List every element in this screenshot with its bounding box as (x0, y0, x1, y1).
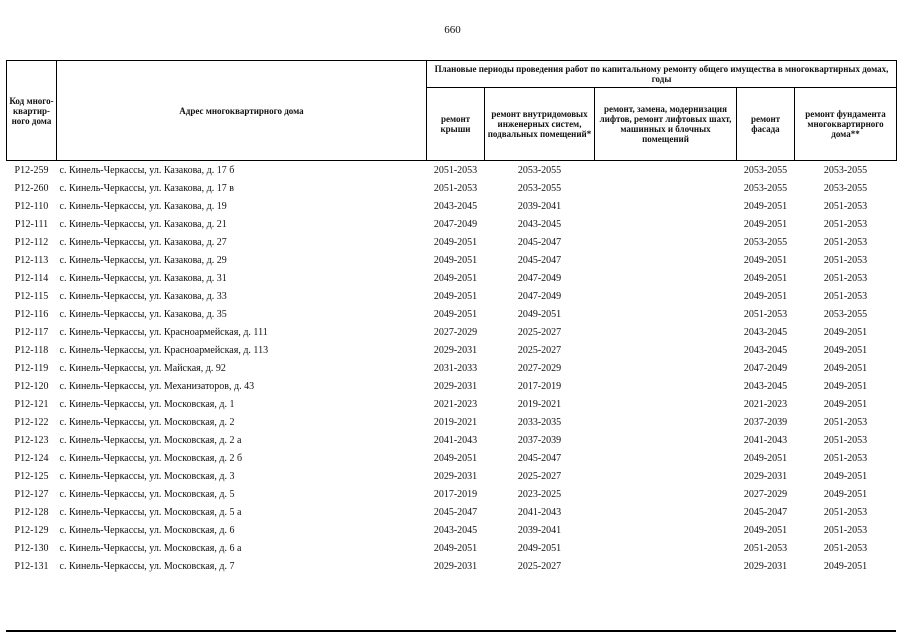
cell-code: P12-111 (14, 218, 49, 230)
cell-code: P12-129 (14, 524, 49, 536)
cell-facade: 2027-2029 (743, 488, 788, 500)
cell-lifts (595, 197, 737, 215)
cell-foundation: 2049-2051 (823, 398, 868, 410)
cell-facade: 2053-2055 (743, 182, 788, 194)
cell-code: P12-115 (14, 290, 49, 302)
cell-address: с. Кинель-Черкассы, ул. Московская, д. 6 (59, 524, 235, 536)
cell-foundation: 2051-2053 (823, 542, 868, 554)
cell-address: с. Кинель-Черкассы, ул. Красноармейская, д. 111 (59, 326, 268, 338)
cell-address: с. Кинель-Черкассы, ул. Московская, д. 2 а (59, 434, 242, 446)
cell-lifts (595, 413, 737, 431)
cell-roof: 2021-2023 (433, 398, 478, 410)
cell-systems: 2025-2027 (517, 344, 562, 356)
cell-address: с. Кинель-Черкассы, ул. Московская, д. 2 (59, 416, 235, 428)
cell-roof: 2049-2051 (433, 272, 478, 284)
cell-address: с. Кинель-Черкассы, ул. Московская, д. 5 а (59, 506, 242, 518)
cell-roof: 2029-2031 (433, 560, 478, 572)
cell-code: P12-124 (14, 452, 49, 464)
cell-foundation: 2049-2051 (823, 470, 868, 482)
cell-facade: 2029-2031 (743, 470, 788, 482)
table-row (7, 557, 897, 575)
header-address: Адрес многоквартирного дома (57, 61, 427, 161)
cell-lifts (595, 431, 737, 449)
cell-roof: 2049-2051 (433, 308, 478, 320)
cell-address: с. Кинель-Черкассы, ул. Московская, д. 2 б (59, 452, 243, 464)
table-row (7, 449, 897, 467)
cell-foundation: 2049-2051 (823, 380, 868, 392)
cell-roof: 2041-2043 (433, 434, 478, 446)
cell-code: P12-120 (14, 380, 49, 392)
cell-facade: 2049-2051 (743, 218, 788, 230)
cell-lifts (595, 305, 737, 323)
cell-lifts (595, 269, 737, 287)
cell-systems: 2047-2049 (517, 290, 562, 302)
cell-facade: 2043-2045 (743, 344, 788, 356)
cell-systems: 2045-2047 (517, 254, 562, 266)
table-row (7, 251, 897, 269)
cell-code: P12-118 (14, 344, 49, 356)
cell-facade: 2043-2045 (743, 326, 788, 338)
cell-roof: 2029-2031 (433, 380, 478, 392)
cell-code: P12-116 (14, 308, 49, 320)
cell-systems: 2037-2039 (517, 434, 562, 446)
cell-address: с. Кинель-Черкассы, ул. Казакова, д. 21 (59, 218, 227, 230)
cell-address: с. Кинель-Черкассы, ул. Московская, д. 7 (59, 560, 235, 572)
header-code: Код много-квартир-ного дома (7, 61, 57, 161)
table-row (7, 305, 897, 323)
cell-facade: 2021-2023 (743, 398, 788, 410)
cell-facade: 2047-2049 (743, 362, 788, 374)
cell-lifts (595, 341, 737, 359)
cell-facade: 2049-2051 (743, 452, 788, 464)
table-row (7, 539, 897, 557)
cell-lifts (595, 449, 737, 467)
cell-facade: 2037-2039 (743, 416, 788, 428)
cell-code: P12-260 (14, 182, 49, 194)
cell-code: P12-125 (14, 470, 49, 482)
cell-foundation: 2051-2053 (823, 254, 868, 266)
cell-code: P12-123 (14, 434, 49, 446)
table-row (7, 287, 897, 305)
table-row (7, 503, 897, 521)
table-row (7, 467, 897, 485)
cell-roof: 2047-2049 (433, 218, 478, 230)
cell-systems: 2039-2041 (517, 200, 562, 212)
cell-lifts (595, 395, 737, 413)
table-row (7, 377, 897, 395)
cell-foundation: 2051-2053 (823, 218, 868, 230)
cell-address: с. Кинель-Черкассы, ул. Майская, д. 92 (59, 362, 226, 374)
cell-foundation: 2049-2051 (823, 488, 868, 500)
cell-code: P12-119 (14, 362, 49, 374)
cell-foundation: 2049-2051 (823, 560, 868, 572)
cell-foundation: 2051-2053 (823, 434, 868, 446)
cell-facade: 2049-2051 (743, 272, 788, 284)
cell-facade: 2051-2053 (743, 542, 788, 554)
cell-systems: 2043-2045 (517, 218, 562, 230)
cell-address: с. Кинель-Черкассы, ул. Московская, д. 6 а (59, 542, 242, 554)
cell-roof: 2045-2047 (433, 506, 478, 518)
cell-roof: 2049-2051 (433, 452, 478, 464)
cell-lifts (595, 467, 737, 485)
cell-address: с. Кинель-Черкассы, ул. Казакова, д. 29 (59, 254, 227, 266)
table-row (7, 341, 897, 359)
cell-lifts (595, 161, 737, 180)
cell-roof: 2029-2031 (433, 344, 478, 356)
cell-systems: 2033-2035 (517, 416, 562, 428)
cell-address: с. Кинель-Черкассы, ул. Казакова, д. 27 (59, 236, 227, 248)
cell-foundation: 2053-2055 (823, 308, 868, 320)
table-row (7, 197, 897, 215)
cell-foundation: 2051-2053 (823, 524, 868, 536)
cell-code: P12-113 (14, 254, 49, 266)
cell-foundation: 2051-2053 (823, 272, 868, 284)
header-systems: ремонт внутридомовых инженерных систем, подвальных помещений* (485, 88, 595, 161)
cell-foundation: 2051-2053 (823, 290, 868, 302)
cell-systems: 2039-2041 (517, 524, 562, 536)
cell-systems: 2019-2021 (517, 398, 562, 410)
cell-systems: 2025-2027 (517, 470, 562, 482)
table-row (7, 269, 897, 287)
bottom-divider (6, 630, 896, 632)
cell-address: с. Кинель-Черкассы, ул. Казакова, д. 17 б (59, 164, 235, 176)
table-row (7, 431, 897, 449)
cell-roof: 2027-2029 (433, 326, 478, 338)
cell-roof: 2043-2045 (433, 200, 478, 212)
cell-roof: 2031-2033 (433, 362, 478, 374)
cell-address: с. Кинель-Черкассы, ул. Казакова, д. 19 (59, 200, 227, 212)
table-row (7, 413, 897, 431)
cell-systems: 2025-2027 (517, 326, 562, 338)
cell-address: с. Кинель-Черкассы, ул. Механизаторов, д. 43 (59, 380, 255, 392)
capital-repair-table (6, 60, 897, 575)
header-foundation: ремонт фундамента многоквартирного дома** (795, 88, 897, 161)
cell-lifts (595, 233, 737, 251)
table-body (7, 161, 897, 576)
cell-lifts (595, 359, 737, 377)
cell-systems: 2025-2027 (517, 560, 562, 572)
cell-systems: 2017-2019 (517, 380, 562, 392)
table-row (7, 233, 897, 251)
cell-facade: 2041-2043 (743, 434, 788, 446)
cell-roof: 2049-2051 (433, 236, 478, 248)
cell-roof: 2049-2051 (433, 290, 478, 302)
cell-facade: 2049-2051 (743, 200, 788, 212)
cell-lifts (595, 287, 737, 305)
cell-systems: 2053-2055 (517, 182, 562, 194)
cell-lifts (595, 485, 737, 503)
cell-address: с. Кинель-Черкассы, ул. Казакова, д. 31 (59, 272, 227, 284)
cell-roof: 2043-2045 (433, 524, 478, 536)
cell-lifts (595, 251, 737, 269)
header-roof: ремонт крыши (427, 88, 485, 161)
cell-foundation: 2053-2055 (823, 164, 868, 176)
cell-facade: 2049-2051 (743, 254, 788, 266)
cell-code: P12-127 (14, 488, 49, 500)
cell-address: с. Кинель-Черкассы, ул. Московская, д. 3 (59, 470, 235, 482)
cell-facade: 2053-2055 (743, 164, 788, 176)
table-row (7, 161, 897, 180)
table-row (7, 485, 897, 503)
cell-code: P12-117 (14, 326, 49, 338)
cell-code: P12-114 (14, 272, 49, 284)
cell-code: P12-122 (14, 416, 49, 428)
cell-lifts (595, 521, 737, 539)
cell-systems: 2053-2055 (517, 164, 562, 176)
header-lifts: ремонт, замена, модернизация лифтов, ремонт лифтовых шахт, машинных и блочных помещений (595, 88, 737, 161)
cell-lifts (595, 323, 737, 341)
table-row (7, 215, 897, 233)
cell-roof: 2051-2053 (433, 182, 478, 194)
cell-foundation: 2049-2051 (823, 362, 868, 374)
cell-lifts (595, 539, 737, 557)
table-row (7, 323, 897, 341)
header-facade: ремонт фасада (737, 88, 795, 161)
cell-code: P12-259 (14, 164, 49, 176)
cell-address: с. Кинель-Черкассы, ул. Красноармейская, д. 113 (59, 344, 269, 356)
table-row (7, 179, 897, 197)
table-row (7, 359, 897, 377)
cell-systems: 2041-2043 (517, 506, 562, 518)
cell-address: с. Кинель-Черкассы, ул. Московская, д. 1 (59, 398, 235, 410)
cell-foundation: 2053-2055 (823, 182, 868, 194)
cell-lifts (595, 215, 737, 233)
cell-foundation: 2051-2053 (823, 416, 868, 428)
cell-code: P12-110 (14, 200, 49, 212)
cell-roof: 2049-2051 (433, 254, 478, 266)
cell-lifts (595, 377, 737, 395)
cell-code: P12-131 (14, 560, 49, 572)
cell-foundation: 2051-2053 (823, 236, 868, 248)
cell-lifts (595, 179, 737, 197)
table-row (7, 521, 897, 539)
cell-systems: 2049-2051 (517, 542, 562, 554)
cell-code: P12-130 (14, 542, 49, 554)
cell-foundation: 2049-2051 (823, 326, 868, 338)
cell-code: P12-121 (14, 398, 49, 410)
cell-address: с. Кинель-Черкассы, ул. Казакова, д. 33 (59, 290, 227, 302)
cell-systems: 2047-2049 (517, 272, 562, 284)
cell-facade: 2049-2051 (743, 524, 788, 536)
table-row (7, 395, 897, 413)
page-number: 660 (444, 24, 461, 36)
cell-code: P12-128 (14, 506, 49, 518)
cell-systems: 2045-2047 (517, 236, 562, 248)
cell-roof: 2019-2021 (433, 416, 478, 428)
cell-facade: 2053-2055 (743, 236, 788, 248)
cell-address: с. Кинель-Черкассы, ул. Казакова, д. 17 в (59, 182, 234, 194)
cell-facade: 2051-2053 (743, 308, 788, 320)
cell-roof: 2049-2051 (433, 542, 478, 554)
cell-facade: 2029-2031 (743, 560, 788, 572)
cell-systems: 2049-2051 (517, 308, 562, 320)
cell-code: P12-112 (14, 236, 49, 248)
cell-roof: 2017-2019 (433, 488, 478, 500)
cell-foundation: 2051-2053 (823, 452, 868, 464)
cell-lifts (595, 557, 737, 575)
cell-systems: 2045-2047 (517, 452, 562, 464)
cell-facade: 2045-2047 (743, 506, 788, 518)
cell-address: с. Кинель-Черкассы, ул. Московская, д. 5 (59, 488, 235, 500)
cell-lifts (595, 503, 737, 521)
cell-systems: 2027-2029 (517, 362, 562, 374)
cell-roof: 2029-2031 (433, 470, 478, 482)
cell-roof: 2051-2053 (433, 164, 478, 176)
cell-systems: 2023-2025 (517, 488, 562, 500)
cell-facade: 2049-2051 (743, 290, 788, 302)
cell-foundation: 2049-2051 (823, 344, 868, 356)
cell-facade: 2043-2045 (743, 380, 788, 392)
cell-foundation: 2051-2053 (823, 506, 868, 518)
cell-address: с. Кинель-Черкассы, ул. Казакова, д. 35 (59, 308, 227, 320)
header-planned-periods: Плановые периоды проведения работ по капитальному ремонту общего имущества в многоквартирных домах, годы (427, 61, 897, 88)
cell-foundation: 2051-2053 (823, 200, 868, 212)
